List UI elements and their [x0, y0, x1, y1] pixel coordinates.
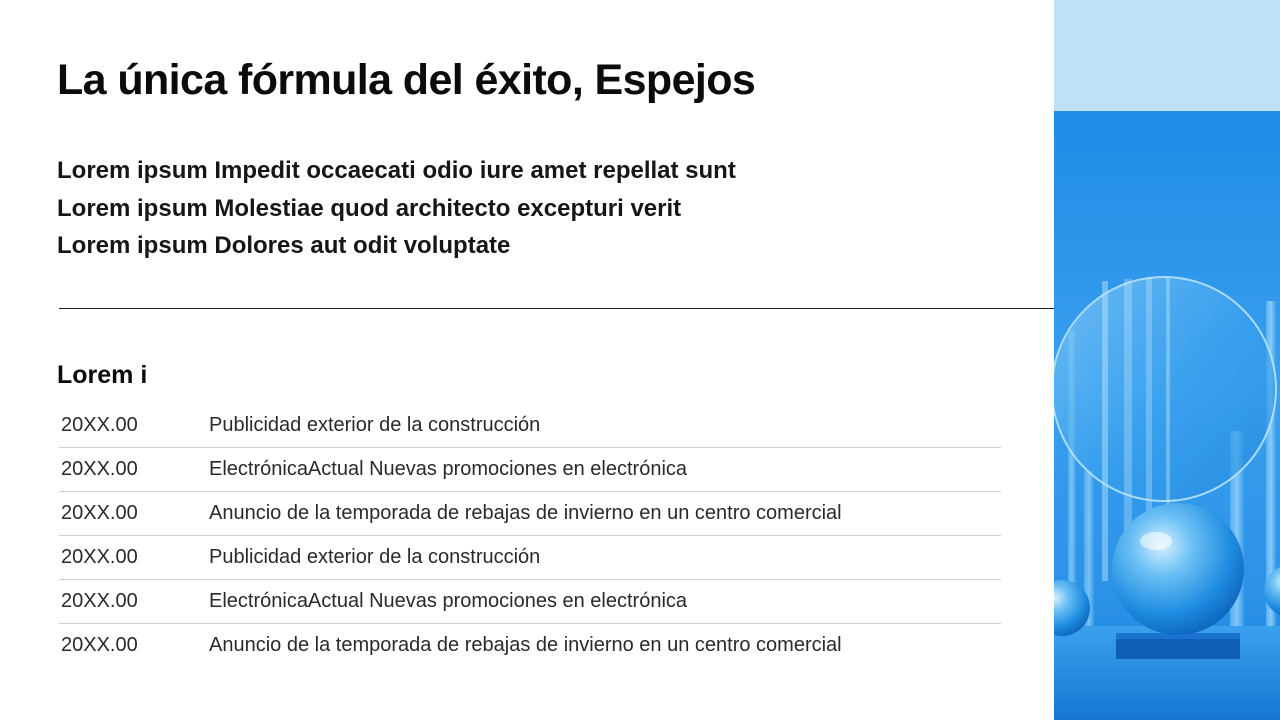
table-row — [59, 580, 1001, 624]
abstract-3d-image — [1054, 111, 1280, 720]
subtitle-line: Lorem ipsum Dolores aut odit voluptate — [57, 232, 511, 259]
section-heading: Lorem i — [57, 361, 148, 389]
table-row — [59, 448, 1001, 492]
table-row — [59, 536, 1001, 580]
row-year: 20XX.00 — [61, 546, 138, 568]
horizontal-divider — [59, 308, 1054, 309]
image-top-band — [1054, 0, 1280, 111]
row-year: 20XX.00 — [61, 414, 138, 436]
subtitle-line: Lorem ipsum Impedit occaecati odio iure amet repellat sunt — [57, 157, 736, 184]
subtitle-block — [57, 152, 736, 265]
row-description: Publicidad exterior de la construcción — [209, 546, 541, 568]
row-description: ElectrónicaActual Nuevas promociones en electrónica — [209, 590, 688, 612]
row-year: 20XX.00 — [61, 458, 138, 480]
row-year: 20XX.00 — [61, 502, 138, 524]
decorative-image-panel — [1054, 0, 1280, 720]
row-year: 20XX.00 — [61, 590, 138, 612]
row-description: Publicidad exterior de la construcción — [209, 414, 541, 436]
row-description: Anuncio de la temporada de rebajas de invierno en un centro comercial — [209, 634, 842, 656]
table-row — [59, 492, 1001, 536]
row-year: 20XX.00 — [61, 634, 138, 656]
slide-title: La única fórmula del éxito, Espejos — [57, 56, 756, 104]
row-description: Anuncio de la temporada de rebajas de invierno en un centro comercial — [209, 502, 842, 524]
timeline-table — [59, 404, 1001, 667]
table-row — [59, 404, 1001, 448]
row-description: ElectrónicaActual Nuevas promociones en electrónica — [209, 458, 688, 480]
abstract-shapes-illustration — [1054, 111, 1280, 720]
table-row — [59, 624, 1001, 667]
subtitle-line: Lorem ipsum Molestiae quod architecto excepturi verit — [57, 194, 682, 222]
